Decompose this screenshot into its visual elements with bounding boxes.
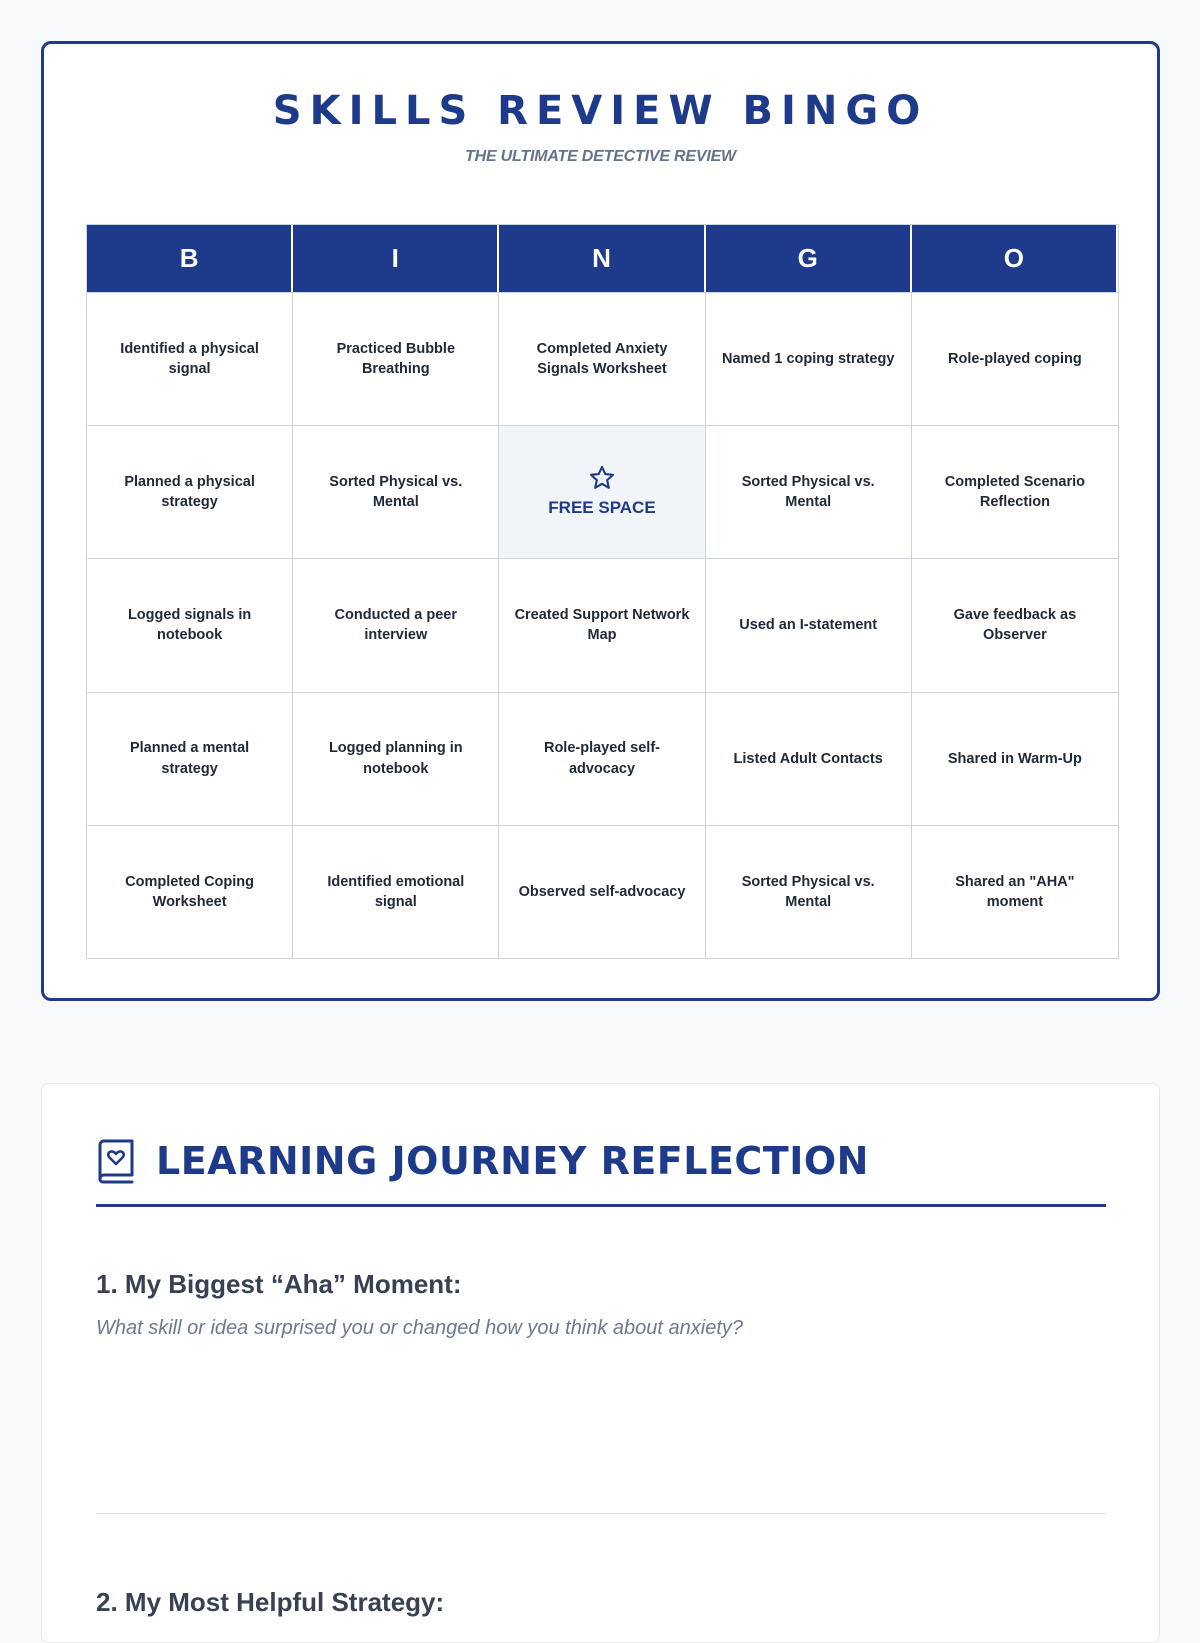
bingo-cell [912, 692, 1118, 825]
reflection-title: LEARNING JOURNEY REFLECTION [156, 1139, 869, 1183]
bingo-cell-label: Identified a physical signal [120, 340, 259, 378]
journal-heart-icon [96, 1138, 138, 1184]
bingo-cell-label: Gave feedback as Observer [953, 607, 1077, 644]
column-header-i: I [293, 225, 499, 292]
bingo-cell [706, 558, 912, 691]
bingo-cell [499, 692, 705, 825]
bingo-cell [293, 292, 499, 425]
reflection-section [41, 1083, 1160, 1643]
bingo-cell [293, 558, 499, 691]
bingo-cell-label: Practiced Bubble Breathing [336, 340, 456, 378]
bingo-cell [706, 292, 912, 425]
title-underline [96, 1204, 1106, 1207]
reflection-header [96, 1138, 869, 1184]
bingo-cell [706, 825, 912, 958]
bingo-cell [293, 825, 499, 958]
bingo-cell-label: Role-played self-advocacy [543, 740, 660, 777]
bingo-cell [499, 825, 705, 958]
bingo-cell-label: Sorted Physical vs. Mental [741, 873, 875, 910]
question-1-prompt: What skill or idea surprised you or changed how you think about anxiety? [96, 1317, 744, 1339]
bingo-subtitle: THE ULTIMATE DETECTIVE REVIEW [465, 148, 736, 165]
bingo-cell-label: Identified emotional signal [327, 873, 465, 910]
bingo-card [41, 41, 1160, 1001]
bingo-cell-label: Completed Scenario Reflection [944, 473, 1085, 511]
free-space-label: FREE SPACE [548, 498, 656, 518]
bingo-cell-label: Logged signals in notebook [127, 607, 252, 644]
bingo-cell [87, 292, 293, 425]
bingo-cell-label: Planned a mental strategy [129, 740, 250, 777]
bingo-cell-label: Observed self-advocacy [518, 883, 686, 900]
bingo-cell [499, 292, 705, 425]
bingo-cell [912, 425, 1118, 558]
bingo-cell-label: Named 1 coping strategy [721, 350, 895, 367]
column-header-b: B [87, 225, 293, 292]
bingo-cell-label: Role-played coping [948, 350, 1082, 367]
bingo-cell [912, 825, 1118, 958]
free-space-cell [499, 425, 705, 558]
answer-line [96, 1513, 1106, 1514]
bingo-cell [87, 692, 293, 825]
column-header-n: N [499, 225, 705, 292]
bingo-cell-label: Listed Adult Contacts [733, 750, 883, 767]
column-header-o: O [912, 225, 1118, 292]
bingo-cell-label: Sorted Physical vs. Mental [329, 473, 463, 511]
column-header-g: G [706, 225, 912, 292]
bingo-cell-label: Sorted Physical vs. Mental [741, 473, 875, 511]
bingo-cell-label: Logged planning in notebook [328, 740, 463, 777]
bingo-cell [706, 692, 912, 825]
bingo-cell-label: Completed Anxiety Signals Worksheet [536, 340, 668, 378]
bingo-cell-label: Shared in Warm-Up [947, 750, 1082, 767]
bingo-cell-label: Completed Coping Worksheet [125, 873, 255, 910]
bingo-cell [87, 825, 293, 958]
bingo-cell [87, 558, 293, 691]
bingo-title: SKILLS REVIEW BINGO [272, 88, 929, 134]
bingo-grid [86, 224, 1119, 959]
bingo-cell [499, 558, 705, 691]
question-2-title: 2. My Most Helpful Strategy: [96, 1587, 445, 1617]
bingo-cell-label: Conducted a peer interview [334, 607, 458, 644]
question-1-title: 1. My Biggest “Aha” Moment: [96, 1269, 462, 1299]
bingo-cell [912, 292, 1118, 425]
bingo-cell-label: Planned a physical strategy [124, 473, 255, 511]
bingo-cell [293, 425, 499, 558]
bingo-cell [293, 692, 499, 825]
bingo-cell-label: Used an I-statement [739, 617, 878, 634]
bingo-cell [912, 558, 1118, 691]
star-icon [588, 464, 616, 492]
bingo-cell [706, 425, 912, 558]
bingo-cell-label: Shared an "AHA" moment [955, 873, 1075, 910]
bingo-cell [87, 425, 293, 558]
bingo-cell-label: Created Support Network Map [514, 607, 690, 644]
